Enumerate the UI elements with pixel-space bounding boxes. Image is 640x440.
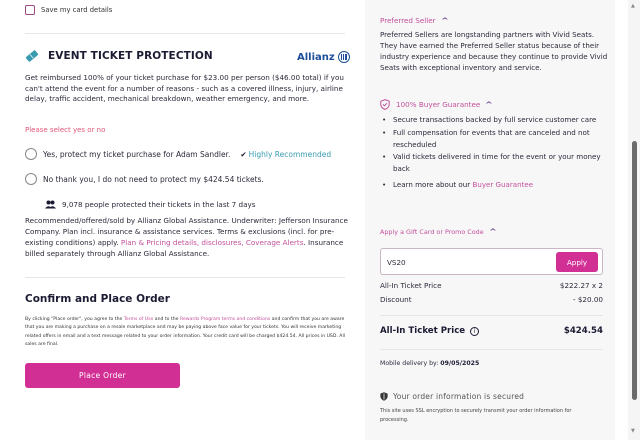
social-proof-text: 9,078 people protected their tickets in the last 7 days <box>62 200 256 209</box>
insurance-disclaimer <box>25 215 350 259</box>
order-summary-panel <box>365 0 615 440</box>
total-row <box>380 326 603 336</box>
ssl-text: This site uses SSL encryption to securely transmit your order information for processing. <box>380 408 572 423</box>
divider <box>25 33 345 34</box>
divider <box>25 277 345 278</box>
preferred-seller-text: Preferred Sellers are longstanding partners with Vivid Seats. They have earned the Preferred Seller status because of their industry experience and because they continue to provide Vivid Seats with exceptional inventory and service. <box>380 30 608 73</box>
protection-description: Get reimbursed 100% of your ticket purchase for $23.00 per person ($46.00 total) if you can't attend the event for a number of reasons - such as a covered illness, injury, airline delay, traffic accident, mechanical breakdown, weather emergency, and more. <box>25 73 344 103</box>
save-card-checkbox[interactable] <box>25 5 112 15</box>
allianz-logo <box>297 51 350 63</box>
learn-more-text: Learn more about our <box>393 180 473 189</box>
scroll-up-arrow-icon[interactable]: ▲ <box>631 3 635 9</box>
chevron-up-icon[interactable]: ^ <box>485 100 494 109</box>
scrollbar-thumb[interactable] <box>632 141 637 400</box>
rewards-terms-link[interactable]: Rewards Program terms and conditions <box>179 317 271 322</box>
preferred-seller-title: Preferred Seller <box>380 16 436 25</box>
guarantee-item <box>380 179 610 191</box>
delivery-date: 09/05/2025 <box>440 360 480 367</box>
legal-text: By clicking "Place order", you agree to the <box>25 317 124 322</box>
guarantee-item: • Full compensation for events that are canceled and not rescheduled <box>380 127 610 151</box>
disclaimer-text: Recommended/offered/sold by Allianz Global Assistance. Underwriter: Jefferson Insurance Company. Plan incl. insurance & assistance services. Terms & exclusions (incl. for pre-existing conditions) apply. <box>25 216 348 247</box>
terms-of-use-link[interactable]: Terms of Use <box>123 317 154 322</box>
recommended-badge <box>240 150 331 159</box>
protect-yes-label: Yes, protect my ticket purchase for Adam Sandler. <box>43 149 231 159</box>
divider <box>380 315 603 316</box>
ticket-price-label: All-In Ticket Price <box>380 281 442 290</box>
protect-no-option[interactable] <box>25 173 264 185</box>
secured-title: Your order information is secured <box>393 392 525 401</box>
discount-label: Discount <box>380 295 412 304</box>
legal-text: and confirm that you are aware that you are making a purchase on a resale marketplace and may be paying above face value for your tickets. You will receive marketing related offers in email and a text message related to your order information. Your credit card will be charged $424.54. All prices in USD. All sales are final. <box>25 317 345 348</box>
protect-yes-option[interactable] <box>25 148 331 160</box>
protection-header <box>25 49 213 63</box>
check-icon: ✔ <box>240 149 247 159</box>
radio-yes[interactable] <box>25 148 37 160</box>
disclaimer-text-end: . Insurance billed separately through Allianz Global Assistance. <box>25 238 344 258</box>
delivery-info <box>380 360 479 367</box>
promo-code-input[interactable] <box>387 255 547 269</box>
total-value: $424.54 <box>563 326 603 336</box>
save-card-label: Save my card details <box>41 6 113 14</box>
protection-title: EVENT TICKET PROTECTION <box>48 50 213 62</box>
checkbox-box[interactable] <box>25 5 35 15</box>
buyer-guarantee-toggle[interactable] <box>380 99 492 110</box>
chevron-up-icon[interactable]: ^ <box>440 16 449 25</box>
preferred-seller-toggle[interactable] <box>380 16 448 25</box>
total-label-group <box>380 326 479 336</box>
ticket-price-row <box>380 281 603 290</box>
place-order-button[interactable]: Place Order <box>25 363 180 388</box>
apply-promo-button[interactable]: Apply <box>556 252 598 272</box>
social-proof <box>45 200 256 209</box>
provider-name: Allianz <box>297 51 335 63</box>
shield-check-icon <box>380 99 390 110</box>
divider <box>380 349 603 350</box>
people-icon <box>45 200 56 209</box>
confirm-title: Confirm and Place Order <box>25 293 170 305</box>
guarantee-item: • Valid tickets delivered in time for the event or your money back <box>380 151 610 175</box>
legal-text: and to the <box>153 317 180 322</box>
delivery-label: Mobile delivery by: <box>380 360 441 367</box>
total-label: All-In Ticket Price <box>380 326 466 336</box>
confirm-legal-text <box>25 316 345 350</box>
buyer-guarantee-title: 100% Buyer Guarantee <box>396 100 481 109</box>
promo-code-toggle[interactable] <box>380 228 496 236</box>
ticket-price-value: $222.27 x 2 <box>559 281 603 290</box>
secured-notice <box>380 392 524 401</box>
discount-row <box>380 295 603 304</box>
chevron-up-icon[interactable]: ^ <box>488 228 497 236</box>
selection-error: Please select yes or no <box>25 126 106 134</box>
plan-details-link[interactable]: Plan & Pricing details, disclosures, Coverage Alerts <box>120 238 304 247</box>
ticket-icon <box>25 49 39 63</box>
protect-no-label: No thank you, I do not need to protect my $424.54 tickets. <box>43 174 264 184</box>
recommended-label: Highly Recommended <box>248 149 332 159</box>
guarantee-list <box>380 114 610 192</box>
promo-code-field <box>380 248 603 275</box>
buyer-guarantee-link[interactable]: Buyer Guarantee <box>472 180 534 189</box>
guarantee-item: • Secure transactions backed by full service customer care <box>380 114 610 126</box>
discount-value: - $20.00 <box>572 295 603 304</box>
radio-no[interactable] <box>25 173 37 185</box>
allianz-emblem-icon <box>338 51 350 63</box>
shield-icon <box>380 392 388 401</box>
info-icon[interactable]: i <box>470 327 479 336</box>
promo-code-title: Apply a Gift Card or Promo Code <box>380 228 484 236</box>
scroll-down-arrow-icon[interactable]: ▼ <box>631 428 635 434</box>
